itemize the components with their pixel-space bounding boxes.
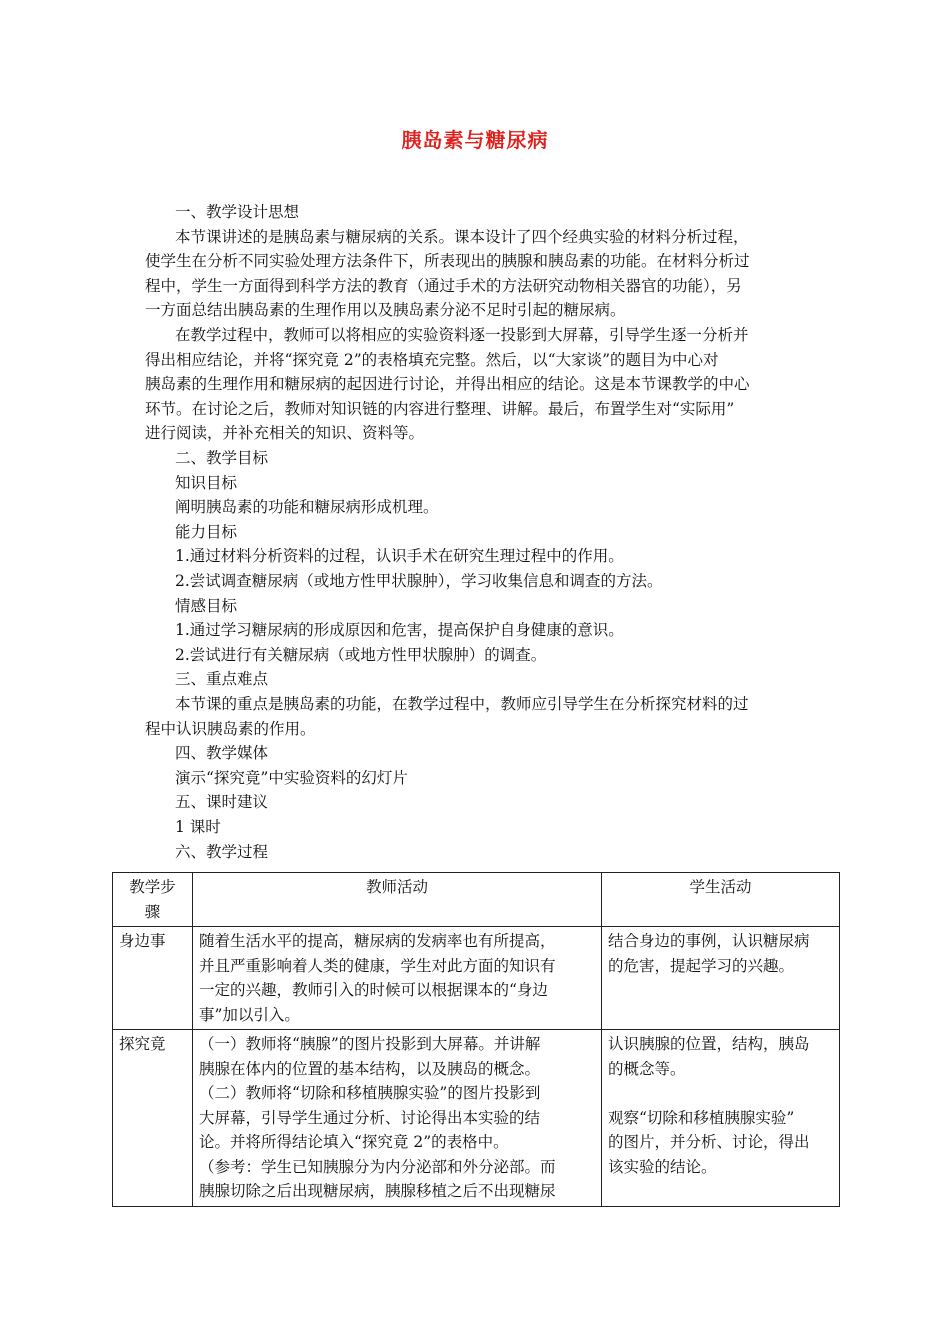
body-line: 情感目标 (175, 596, 238, 615)
cell-line: 的概念等。 (608, 1059, 686, 1078)
body-line: 程中认识胰岛素的作用。 (145, 719, 316, 738)
cell-line: （二）教师将“切除和移植胰腺实验”的图片投影到 (199, 1084, 541, 1102)
body-line: 演示“探究竟”中实验资料的幻灯片 (175, 768, 408, 787)
body-line: 本节课的重点是胰岛素的功能，在教学过程中，教师应引导学生在分析探究材料的过 (175, 695, 749, 713)
cell-line: 论。并将所得结论填入“探究竟 2”的表格中。 (199, 1133, 509, 1151)
cell-line: 胰腺在体内的位置的基本结构，以及胰岛的概念。 (199, 1059, 541, 1078)
body-line: 1.通过学习糖尿病的形成原因和危害，提高保护自身健康的意识。 (175, 621, 624, 640)
body-line: 知识目标 (175, 473, 238, 492)
body-line: 进行阅读，并补充相关的知识、资料等。 (145, 424, 425, 443)
body-line: 三、重点难点 (175, 670, 269, 689)
body-line: 环节。在讨论之后，教师对知识链的内容进行整理、讲解。最后，布置学生对“实际用” (145, 399, 735, 418)
cell-line: 胰腺切除之后出现糖尿病，胰腺移植之后不出现糖尿 (199, 1182, 556, 1200)
cell-line: 观察“切除和移植胰腺实验” (608, 1108, 795, 1127)
header-student: 学生活动 (602, 873, 840, 927)
cell-line: （参考：学生已知胰腺分为内分泌部和外分泌部。而 (199, 1157, 556, 1176)
teaching-process-table (112, 872, 840, 1207)
table-row (113, 1030, 840, 1207)
document-title: 胰岛素与糖尿病 (401, 128, 549, 152)
body-line: 1 课时 (175, 818, 221, 836)
body-line: 六、教学过程 (175, 842, 269, 861)
step-cell: 身边事 (113, 927, 193, 1030)
body-line: 本节课讲述的是胰岛素与糖尿病的关系。课本设计了四个经典实验的材料分析过程， (175, 227, 749, 246)
teacher-activity-cell (193, 1030, 602, 1207)
body-line: 胰岛素的生理作用和糖尿病的起因进行讨论，并得出相应的结论。这是本节课教学的中心 (145, 375, 750, 394)
table-row (113, 927, 840, 1030)
teacher-activity-cell (193, 927, 602, 1030)
cell-line: 一定的兴趣，教师引入的时候可以根据课本的“身边 (199, 981, 548, 999)
body-line: 2.尝试进行有关糖尿病（或地方性甲状腺肿）的调查。 (175, 645, 547, 664)
body-line: 五、课时建议 (175, 793, 269, 812)
body-line: 1.通过材料分析资料的过程，认识手术在研究生理过程中的作用。 (175, 547, 624, 566)
table-header-row (113, 873, 840, 927)
cell-line: 认识胰腺的位置，结构，胰岛 (608, 1035, 810, 1053)
body-line: 在教学过程中，教师可以将相应的实验资料逐一投影到大屏幕，引导学生逐一分析并 (175, 326, 749, 344)
body-line: 一方面总结出胰岛素的生理作用以及胰岛素分泌不足时引起的糖尿病。 (145, 301, 626, 320)
cell-line: 随着生活水平的提高，糖尿病的发病率也有所提高， (199, 932, 556, 950)
header-step: 教学步 骤 (113, 873, 193, 927)
cell-line: 事”加以引入。 (199, 1005, 300, 1024)
cell-line: 大屏幕，引导学生通过分析、讨论得出本实验的结 (199, 1108, 541, 1127)
body-line: 阐明胰岛素的功能和糖尿病形成机理。 (175, 498, 439, 517)
cell-line: 结合身边的事例，认识糖尿病 (608, 932, 810, 950)
cell-line: 的图片，并分析、讨论，得出 (608, 1133, 810, 1151)
student-activity-cell (602, 1030, 840, 1207)
cell-line: 该实验的结论。 (608, 1157, 717, 1176)
student-activity-cell (602, 927, 840, 1030)
body-line: 得出相应结论，并将“探究竟 2”的表格填充完整。然后，以“大家谈”的题目为中心对 (145, 350, 719, 369)
body-line: 四、教学媒体 (175, 744, 269, 763)
body-line: 一、教学设计思想 (175, 203, 300, 221)
body-line: 程中，学生一方面得到科学方法的教育（通过手术的方法研究动物相关器官的功能），另 (145, 276, 742, 295)
body-line: 2.尝试调查糖尿病（或地方性甲状腺肿），学习收集信息和调查的方法。 (175, 572, 663, 590)
body-line: 使学生在分析不同实验处理方法条件下，所表现出的胰腺和胰岛素的功能。在材料分析过 (145, 252, 750, 271)
body-line: 能力目标 (175, 522, 238, 541)
step-cell: 探究竟 (113, 1030, 193, 1207)
header-teacher: 教师活动 (193, 873, 602, 927)
cell-line: 并且严重影响着人类的健康，学生对此方面的知识有 (199, 956, 556, 975)
cell-line: （一）教师将“胰腺”的图片投影到大屏幕。并讲解 (199, 1035, 541, 1053)
body-line: 二、教学目标 (175, 449, 269, 467)
cell-line: 的危害，提起学习的兴趣。 (608, 956, 795, 975)
